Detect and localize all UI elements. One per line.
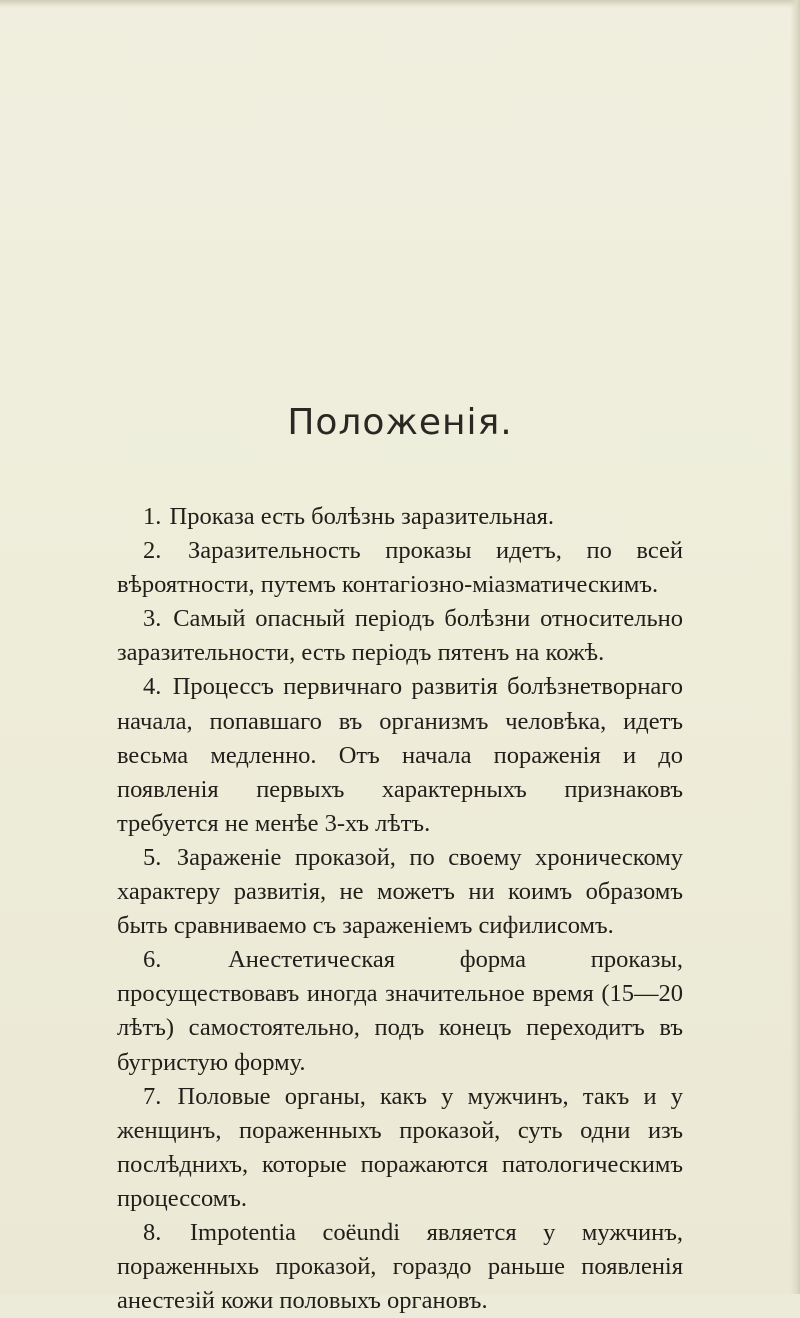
thesis-text: Impotentia coёundi является у мужчинъ, пораженныхь проказой, гораздо раньше появленія анестезій кожи половыхъ органовъ.	[117, 1218, 683, 1315]
page-heading: Положенія.	[287, 402, 513, 443]
thesis-text: Процессъ первичнаго развитія болѣзнетворнаго начала, попавшаго въ организмъ человѣка, идетъ весьма медленно. Отъ начала пораженія и до появленія первыхъ характерныхъ признаковъ требуется не менѣе 3-хъ лѣтъ.	[117, 673, 683, 837]
thesis-item	[117, 534, 683, 602]
thesis-text: Самый опасный періодъ болѣзни относительно заразительности, есть періодъ пятенъ на кожѣ.	[117, 605, 683, 667]
thesis-text: Заразительность проказы идетъ, по всей вѣроятности, путемъ контагіозно-міазматическимъ.	[117, 537, 683, 599]
thesis-text: Половые органы, какъ у мужчинъ, такъ и у женщинъ, пораженныхъ проказой, суть одни изъ послѣднихъ, которые поражаются патологическимъ процессомъ.	[117, 1082, 683, 1212]
thesis-number: 4.	[143, 673, 162, 701]
thesis-item	[117, 500, 683, 534]
theses-list	[117, 500, 683, 1318]
thesis-item	[117, 1080, 683, 1216]
thesis-number: 5.	[143, 843, 162, 871]
thesis-item	[117, 943, 683, 1079]
page-right-edge	[790, 0, 800, 1294]
thesis-item	[117, 841, 683, 943]
thesis-number: 3.	[143, 605, 162, 633]
thesis-item	[117, 602, 683, 670]
thesis-text: Зараженіе проказой, по своему хроническому характеру развитія, не можетъ ни коимъ образомъ быть сравниваемо съ зараженіемъ сифилисомъ.	[117, 843, 684, 940]
thesis-number: 6.	[143, 946, 162, 974]
thesis-item	[117, 670, 683, 840]
thesis-number: 2.	[143, 537, 162, 565]
thesis-text: Анестетическая форма проказы, просуществовавъ иногда значительное время (15—20 лѣтъ) самостоятельно, подъ конецъ переходитъ въ бугристую форму.	[117, 946, 683, 1076]
thesis-text: Проказа есть болѣзнь заразительная.	[169, 503, 554, 530]
thesis-number: 7.	[143, 1082, 162, 1110]
thesis-number: 8.	[143, 1218, 162, 1246]
thesis-item	[117, 1216, 683, 1318]
page-top-edge	[0, 0, 800, 8]
thesis-number: 1.	[143, 503, 162, 530]
